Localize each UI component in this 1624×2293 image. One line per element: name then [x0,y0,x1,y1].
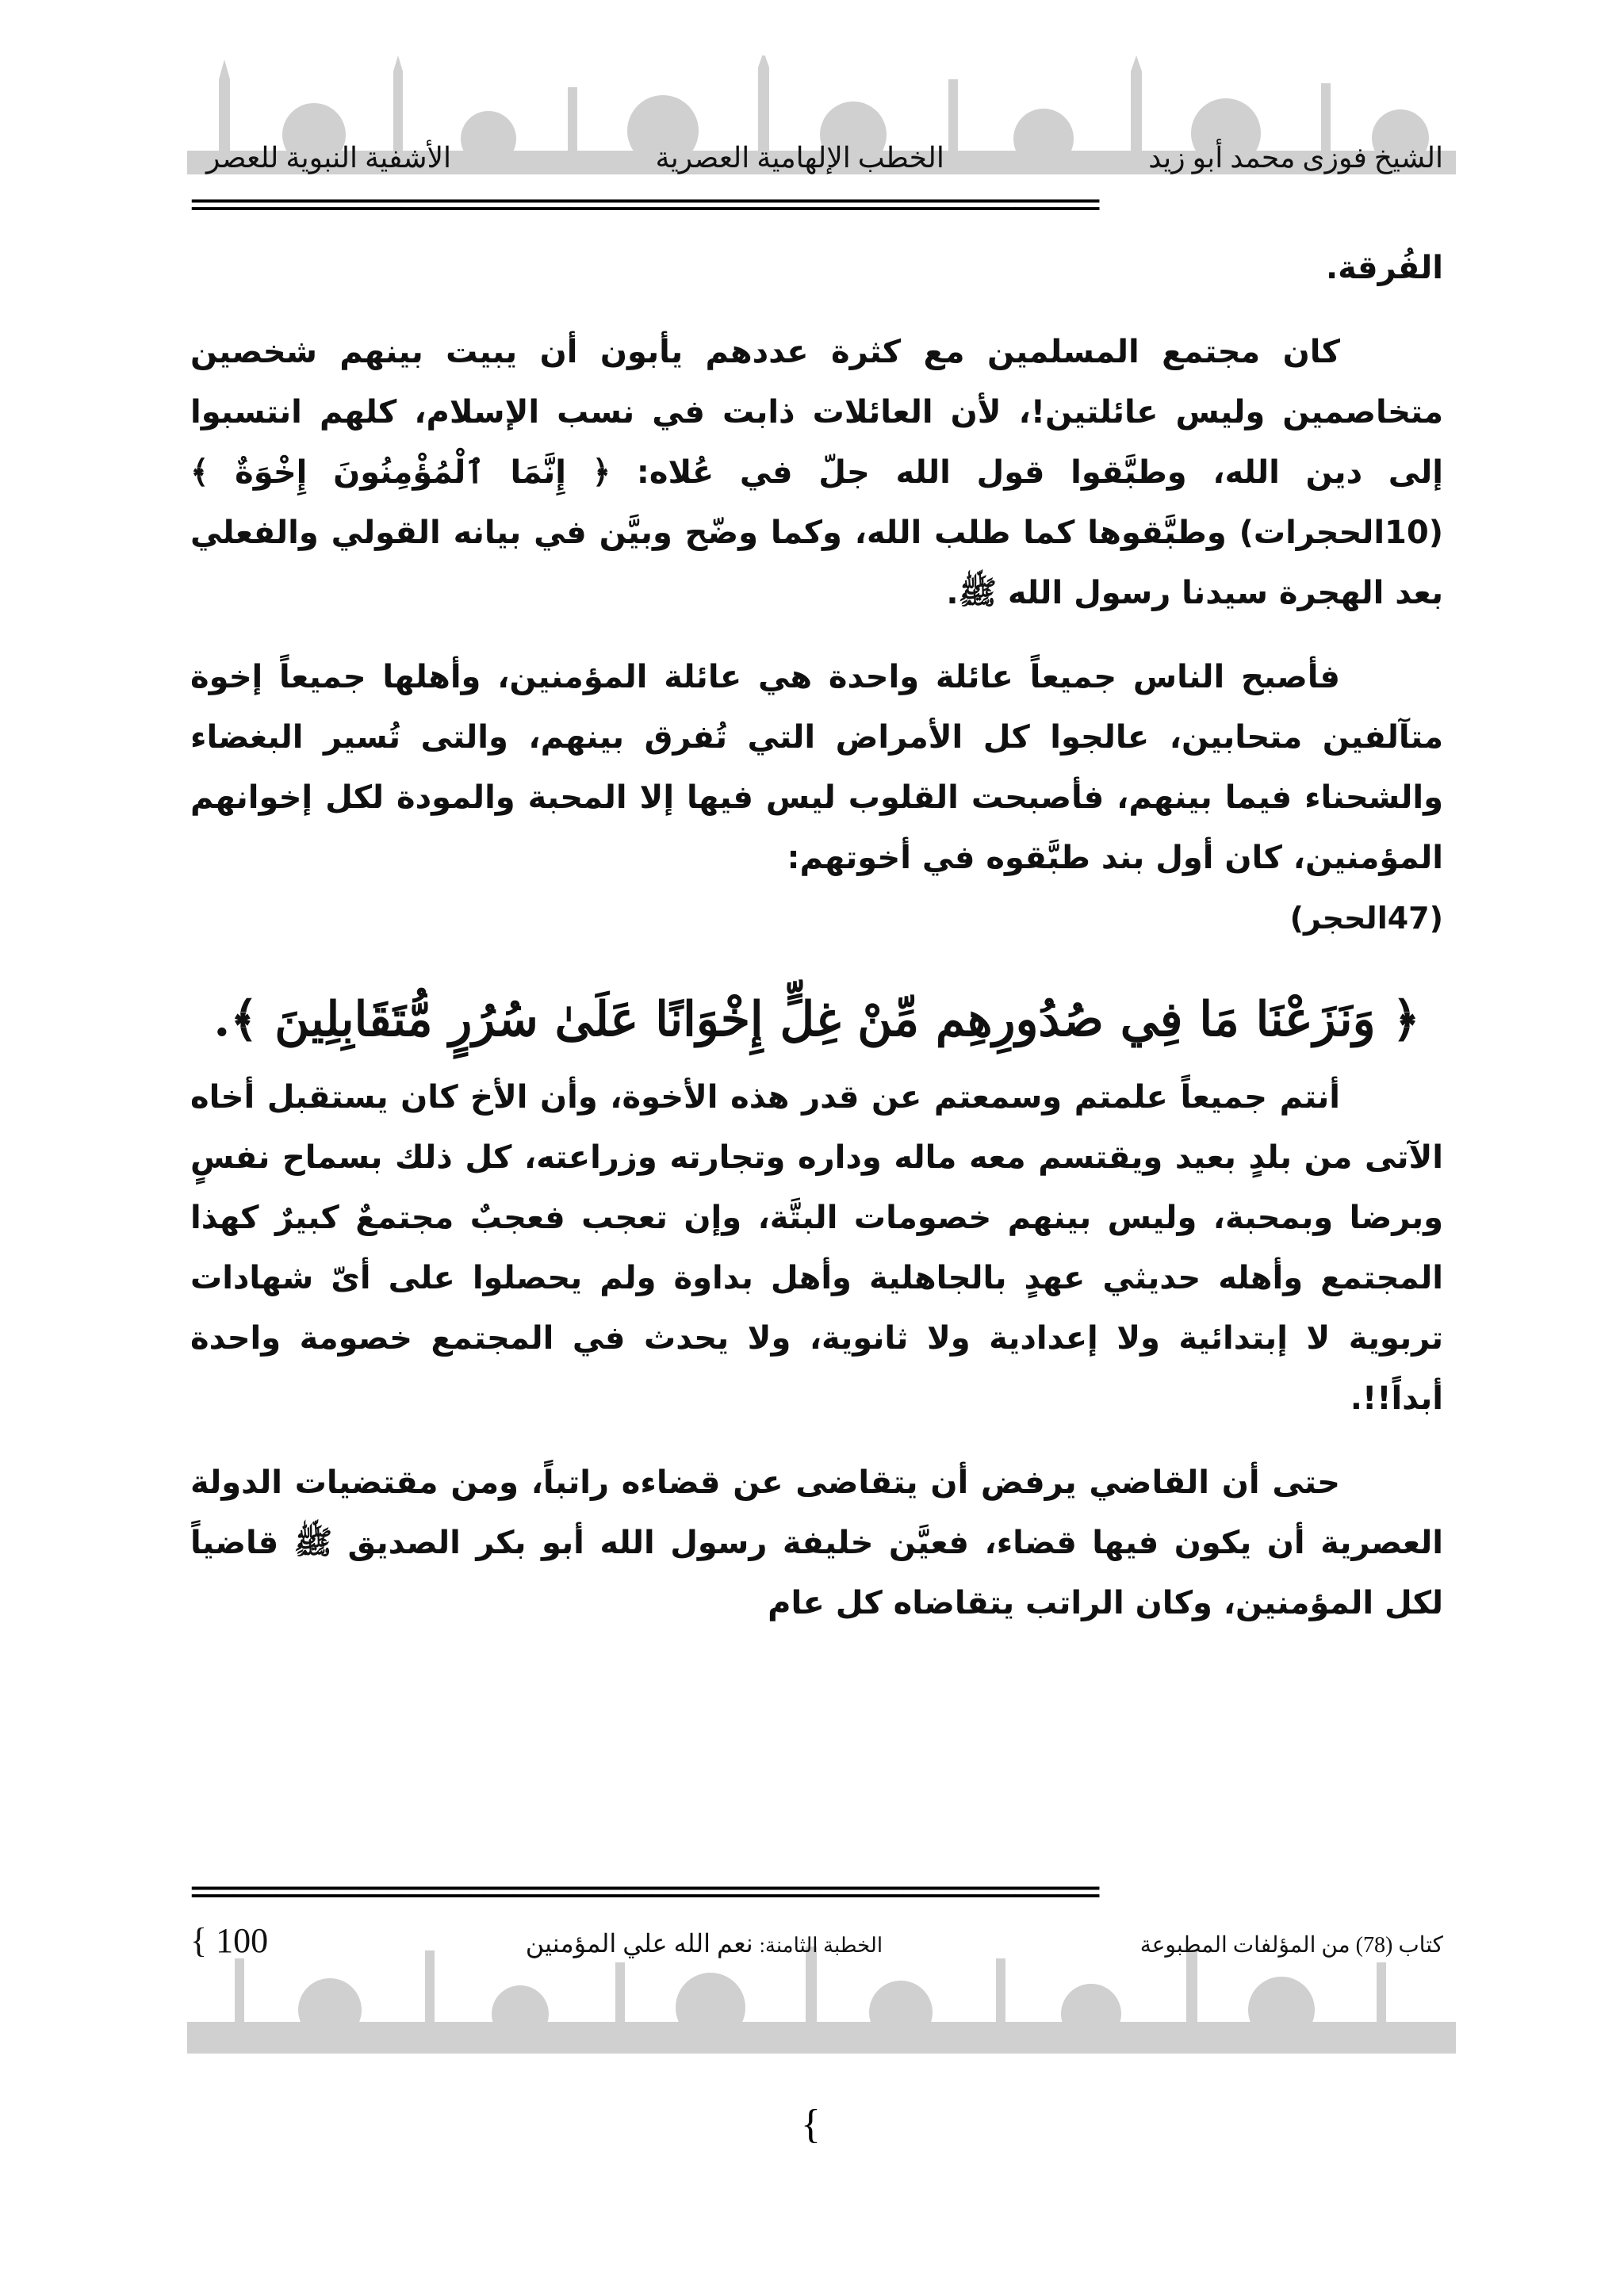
paragraph-2: فأصبح الناس جميعاً عائلة واحدة هي عائلة المؤمنين، وأهلها جميعاً إخوة متآلفين متحابين، عالجوا كل الأمراض التي تُفرق بينهم، والتى تُسير البغضاء والشحناء فيما بينهم، فأصبحت القلوب ليس فيها إلا المحبة والمودة لكل إخوانهم المؤمنين، كان أول بند طبَّقوه في أخوتهم: [190,659,1443,876]
quran-reference: (47الحجر) [1289,901,1443,936]
footer-sermon-name: نعم الله علي المؤمنين [525,1929,753,1958]
running-header [206,141,1443,174]
page-number: { 100 [190,1921,269,1960]
paragraph-1: كان مجتمع المسلمين مع كثرة عددهم يأبون أن يبيت بينهم شخصين متخاصمين وليس عائلتين!، لأن العائلات ذابت في نسب الإسلام، كلهم انتسبوا إلى دين الله، وطبَّقوا قول الله جلّ في عُلاه: ﴿ إِنَّمَا ٱلْمُؤْمِنُونَ إِخْوَةٌ ﴾ (10الحجرات) وطبَّقوها كما طلب الله، وكما وضّح وبيَّن في بيانه القولي والفعلي بعد الهجرة سيدنا رسول الله ﷺ. [190,334,1443,611]
paragraph-4: حتى أن القاضي يرفض أن يتقاضى عن قضاءه راتباً، ومن مقتضيات الدولة العصرية أن يكون فيها قضاء، فعيَّن خليفة رسول الله أبو بكر الصديق ﷺ قاضياً لكل المؤمنين، وكان الراتب يتقاضاه كل عام [190,1464,1443,1621]
header-rule: ================================================================= [190,198,1098,216]
footer-brace: { [801,2102,821,2147]
header-series: الخطب الإلهامية العصرية [655,142,944,174]
opening-line: الفُرقة. [1325,250,1443,286]
header-book: الأشفية النبوية للعصر [206,142,452,174]
footer-sermon-prefix: الخطبة الثامنة: [759,1934,883,1957]
footer-rule: ================================================================= [190,1885,1098,1903]
page-body [190,238,1443,1633]
paragraph-3: أنتم جميعاً علمتم وسمعتم عن قدر هذه الأخوة، وأن الأخ كان يستقبل أخاه الآتى من بلدٍ بعيد ويقتسم معه ماله وداره وتجارته وزراعته، كل ذلك بسماح نفسٍ وبرضا وبمحبة، وليس بينهم خصومات البتَّة، وإن تعجب فعجبٌ مجتمعٌ كبيرٌ كهذا المجتمع وأهله حديثي عهدٍ بالجاهلية وأهل بداوة ولم يحصلوا على أىّ شهادات تربوية لا إبتدائية ولا إعدادية ولا ثانوية، ولا يحدث في المجتمع خصومة واحدة أبداً!!. [190,1079,1443,1417]
header-author: الشيخ فوزى محمد أبو زيد [1148,142,1443,174]
footer-sermon-title [526,1928,883,1958]
running-footer [190,1920,1443,1961]
quran-verse: ﴿ وَنَزَعْنَا مَا فِي صُدُورِهِم مِّنْ غِلٍّ إِخْوَانًا عَلَىٰ سُرُرٍ مُّتَقَابِلِينَ ﴾. [213,992,1420,1047]
footer-book-count: كتاب (78) من المؤلفات المطبوعة [1139,1933,1443,1958]
